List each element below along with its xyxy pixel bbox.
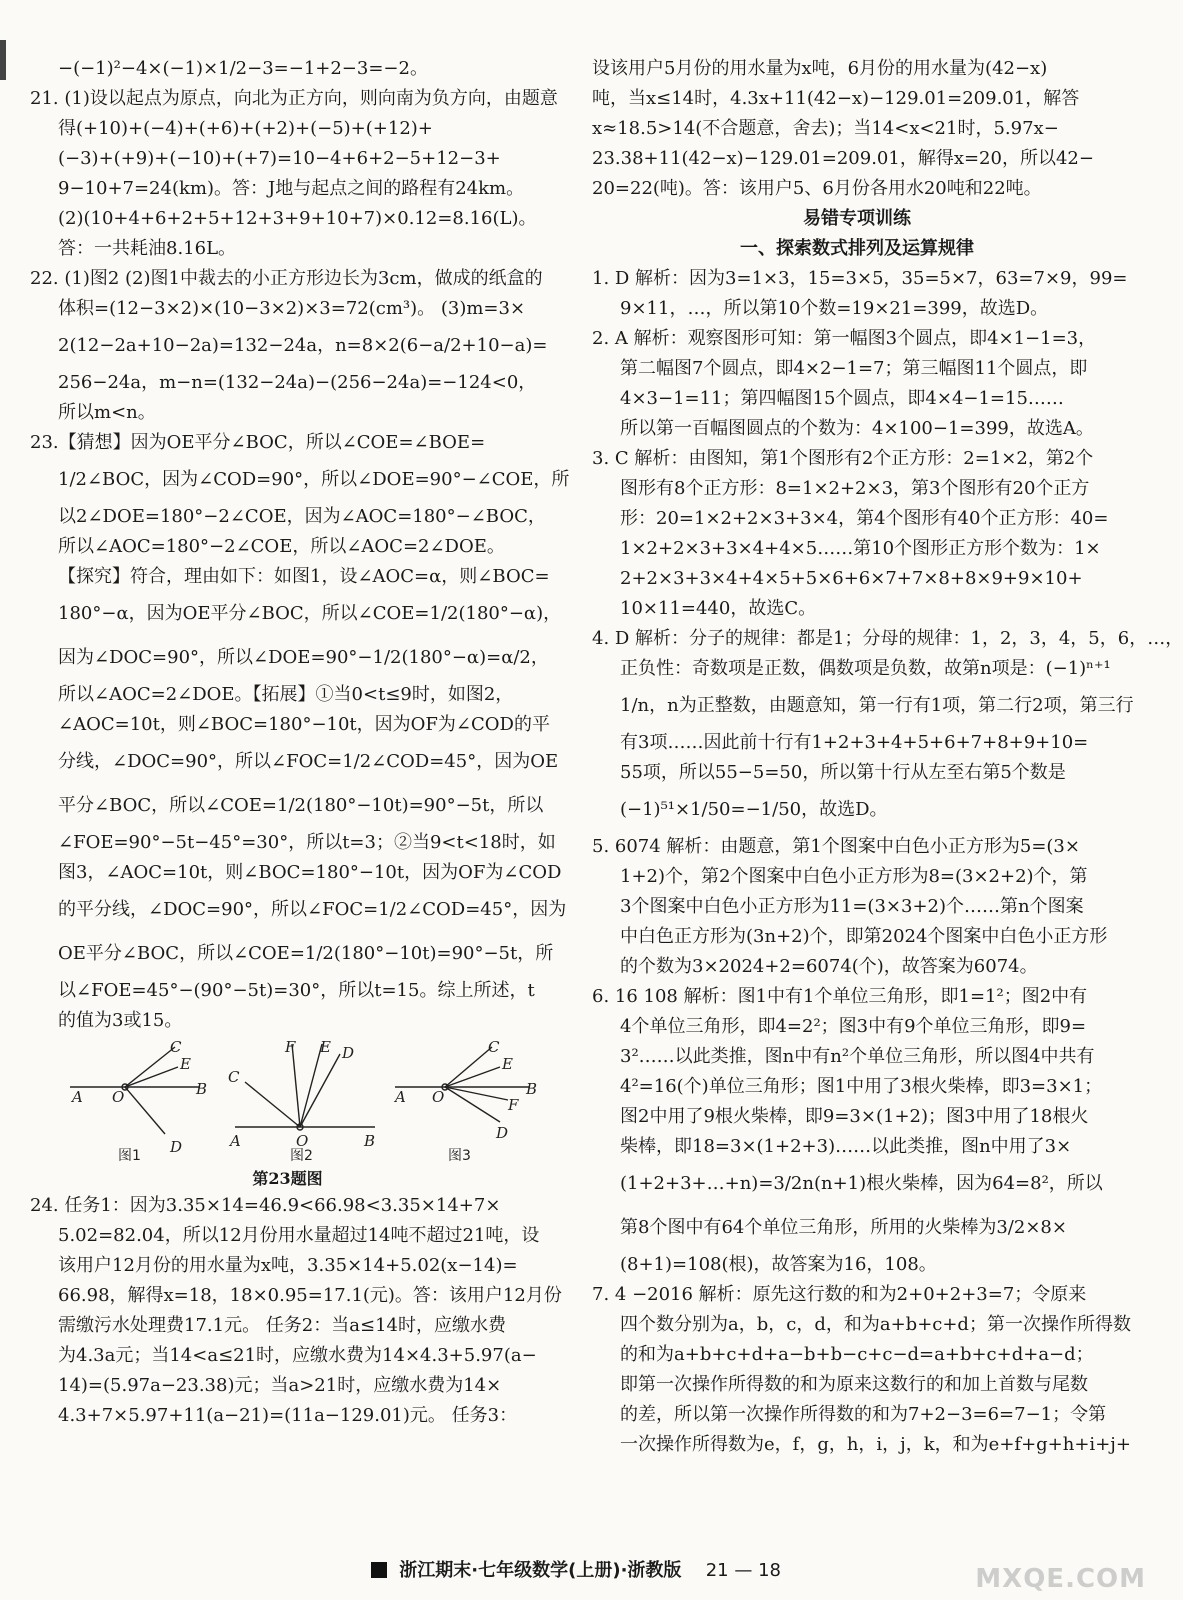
fig2-label-d: D	[342, 1044, 355, 1062]
text-line: 23.【猜想】因为OE平分∠BOC，所以∠COE=∠BOE=	[30, 432, 486, 453]
text-line: 正负性：奇数项是正数，偶数项是负数，故第n项是：(−1)ⁿ⁺¹	[620, 658, 1111, 679]
text-line: 的和为a+b+c+d+a−b+b−c+c−d=a+b+c+d+a−d；	[620, 1344, 1094, 1365]
text-line: 4×3−1=11；第四幅图15个圆点，即4×4−1=15……	[620, 388, 1064, 409]
text-line: 该用户12月份的用水量为x吨，3.35×14+5.02(x−14)=	[58, 1255, 518, 1276]
page-number: 21 — 18	[705, 1560, 781, 1581]
text-line: 图3，∠AOC=10t，则∠BOC=180°−10t，因为OF为∠COD	[58, 862, 562, 883]
page-edge-mark	[0, 40, 6, 80]
text-line: 14)=(5.97a−23.38)元；当a>21时，应缴水费为14×	[58, 1375, 502, 1396]
fig3-label-d: D	[496, 1124, 509, 1142]
text-line: (8+1)=108(根)，故答案为16，108。	[620, 1254, 937, 1275]
text-line: 1/n，n为正整数，由题意知，第一行有1项，第二行2项，第三行	[620, 695, 1134, 716]
text-line: 3. C 解析：由图知，第1个图形有2个正方形：2=1×2，第2个	[592, 448, 1094, 469]
text-line: 答：一共耗油8.16L。	[58, 238, 237, 259]
fig3-label-a: A	[395, 1088, 406, 1106]
text-line: 第8个图中有64个单位三角形，所用的火柴棒为3/2×8×	[620, 1217, 1067, 1238]
fig2-label-a: A	[230, 1132, 241, 1150]
text-line: 有3项……因此前十行有1+2+3+4+5+6+7+8+9+10=	[620, 732, 1089, 753]
text-line: 形：20=1×2+2×3+3×4，第4个图形有40个正方形：40=	[620, 508, 1109, 529]
text-line: 1+2)个，第2个图案中白色小正方形为8=(3×2+2)个，第	[620, 866, 1088, 887]
fig1-label-b: B	[196, 1080, 208, 1098]
fig3-label-c: C	[488, 1038, 500, 1056]
text-line: 柴棒，即18=3×(1+2+3)……以此类推，图n中用了3×	[620, 1136, 1072, 1157]
text-line: 1. D 解析：因为3=1×3，15=3×5，35=5×7，63=7×9，99=	[592, 268, 1128, 289]
text-line: 所以第一百幅图圆点的个数为：4×100−1=399，故选A。	[620, 418, 1094, 439]
text-line: 4个单位三角形，即4=2²；图3中有9个单位三角形，即9=	[620, 1016, 1087, 1037]
text-line: 中白色正方形为(3n+2)个，即第2024个图案中白色小正方形	[620, 926, 1108, 947]
text-line: (−3)+(+9)+(−10)+(+7)=10−4+6+2−5+12−3+	[58, 148, 501, 169]
text-line: 55项，所以55−5=50，所以第十行从左至右第5个数是	[620, 762, 1066, 783]
text-line: 66.98，解得x=18，18×0.95=17.1(元)。答：该用户12月份	[58, 1285, 562, 1306]
text-line: −(−1)²−4×(−1)×1/2−3=−1+2−3=−2。	[58, 58, 428, 79]
fig1-ray-oc	[125, 1047, 175, 1087]
book-icon	[371, 1562, 387, 1578]
text-line: (2)(10+4+6+2+5+12+3+9+10+7)×0.12=8.16(L)。	[58, 208, 537, 229]
text-line: 4²=16(个)单位三角形；图1中用了3根火柴棒，即3=3×1；	[620, 1076, 1103, 1097]
text-line: 的平分线，∠DOC=90°，所以∠FOC=1/2∠COD=45°，因为	[58, 899, 567, 920]
text-line: 9×11，…，所以第10个数=19×21=399，故选D。	[620, 298, 1049, 319]
fig2-caption: 图2	[290, 1148, 313, 1164]
fig2-label-f: F	[285, 1038, 296, 1056]
text-line: 5. 6074 解析：由题意，第1个图案中白色小正方形为5=(3×	[592, 836, 1080, 857]
section-subtitle: 一、探索数式排列及运算规律	[740, 238, 974, 259]
fig3-ray-oc	[445, 1047, 492, 1087]
text-line: 5.02=82.04，所以12月份用水量超过14吨不超过21吨，设	[58, 1225, 540, 1246]
text-line: 180°−α，因为OE平分∠BOC，所以∠COE=1/2(180°−α)，	[58, 603, 562, 624]
text-line: 1/2∠BOC，因为∠COD=90°，所以∠DOE=90°−∠COE，所	[58, 469, 570, 490]
text-line: 所以∠AOC=2∠DOE。【拓展】①当0<t≤9时，如图2，	[58, 684, 514, 705]
text-line: ∠FOE=90°−5t−45°=30°，所以t=3；②当9<t<18时，如	[58, 832, 556, 853]
fig3-ray-oe	[445, 1067, 500, 1087]
text-line: 分线，∠DOC=90°，所以∠FOC=1/2∠COD=45°，因为OE	[58, 751, 559, 772]
text-line: 第二幅图7个圆点，即4×2−1=7；第三幅图11个圆点，即	[620, 358, 1088, 379]
fig3-caption: 图3	[448, 1148, 471, 1164]
text-line: OE平分∠BOC，所以∠COE=1/2(180°−10t)=90°−5t，所	[58, 943, 554, 964]
text-line: 图2中用了9根火柴棒，即9=3×(1+2)；图3中用了18根火	[620, 1106, 1089, 1127]
fig2-label-o: O	[296, 1132, 309, 1150]
fig1-ray-oe	[125, 1067, 178, 1087]
fig1-label-c: C	[170, 1038, 182, 1056]
angle-figures	[30, 1038, 545, 1164]
text-line: 即第一次操作所得数的和为原来这数行的和加上首数与尾数	[620, 1374, 1088, 1395]
text-line: 3²……以此类推，图n中有n²个单位三角形，所以图4中共有	[620, 1046, 1095, 1067]
text-line: 2+2×3+3×4+4×5+5×6+6×7+7×8+8×9+9×10+	[620, 568, 1083, 589]
text-line: 24. 任务1：因为3.35×14=46.9<66.98<3.35×14+7×	[30, 1195, 501, 1216]
text-line: 图形有8个正方形：8=1×2+2×3，第3个图形有20个正方	[620, 478, 1090, 499]
fig1-caption: 图1	[118, 1148, 141, 1164]
fig3-label-b: B	[526, 1080, 538, 1098]
text-line: 2(12−2a+10−2a)=132−24a，n=8×2(6−a/2+10−a)=	[58, 335, 548, 356]
fig1-label-d: D	[170, 1138, 183, 1156]
left-column	[30, 54, 570, 1431]
text-line: 2. A 解析：观察图形可知：第一幅图3个圆点，即4×1−1=3，	[592, 328, 1097, 349]
text-line: 以2∠DOE=180°−2∠COE，因为∠AOC=180°−∠BOC，	[58, 506, 546, 527]
fig2-ray-of	[292, 1044, 300, 1127]
text-line: (−1)⁵¹×1/50=−1/50，故选D。	[620, 799, 888, 820]
text-line: 7. 4 −2016 解析：原先这行数的和为2+0+2+3=7；令原来	[592, 1284, 1087, 1305]
text-line: 的差，所以第一次操作所得数的和为7+2−3=6=7−1；令第	[620, 1404, 1107, 1425]
fig1-label-o: O	[112, 1088, 125, 1106]
fig2-ray-oc	[245, 1082, 300, 1127]
fig2-label-c: C	[228, 1068, 240, 1086]
fig2-label-e: E	[320, 1038, 331, 1056]
text-line: ∠AOC=10t，则∠BOC=180°−10t，因为OF为∠COD的平	[58, 714, 550, 735]
text-line: 得(+10)+(−4)+(+6)+(+2)+(−5)+(+12)+	[58, 118, 433, 139]
fig2-label-b: B	[364, 1132, 376, 1150]
text-line: 4.3+7×5.97+11(a−21)=(11a−129.01)元。 任务3：	[58, 1405, 518, 1426]
figure-caption: 第23题图	[252, 1169, 323, 1188]
text-line: 256−24a，m−n=(132−24a)−(256−24a)=−124<0，	[58, 372, 537, 393]
text-line: 21. (1)设以起点为原点，向北为正方向，则向南为负方向，由题意	[30, 88, 558, 109]
text-line: 6. 16 108 解析：图1中有1个单位三角形，即1=1²；图2中有	[592, 986, 1088, 1007]
text-line: 需缴污水处理费17.1元。 任务2：当a≤14时，应缴水费	[58, 1315, 506, 1336]
text-line: 为4.3a元；当14<a≤21时，应缴水费为14×4.3+5.97(a−	[58, 1345, 537, 1366]
text-line: 【探究】符合，理由如下：如图1，设∠AOC=α，则∠BOC=	[58, 566, 550, 587]
text-line: 9−10+7=24(km)。答：J地与起点之间的路程有24km。	[58, 178, 525, 199]
text-line: 10×11=440，故选C。	[620, 598, 817, 619]
text-line: 因为∠DOC=90°，所以∠DOE=90°−1/2(180°−α)=α/2，	[58, 647, 549, 668]
text-line: 的值为3或15。	[58, 1010, 183, 1031]
text-line: 的个数为3×2024+2=6074(个)，故答案为6074。	[620, 956, 1038, 977]
text-line: 平分∠BOC，所以∠COE=1/2(180°−10t)=90°−5t，所以	[58, 795, 544, 816]
text-line: (1+2+3+…+n)=3/2n(n+1)根火柴棒，因为64=8²，所以	[620, 1173, 1103, 1194]
text-line: 所以m<n。	[58, 402, 156, 423]
fig2-ray-od	[300, 1054, 340, 1127]
fig3-label-o: O	[432, 1088, 445, 1106]
fig1-label-a: A	[72, 1088, 83, 1106]
text-line: 23.38+11(42−x)−129.01=209.01，解得x=20，所以42−	[592, 148, 1094, 169]
watermark: MXQE.COM	[975, 1564, 1146, 1594]
text-line: 4. D 解析：分子的规律：都是1；分母的规律：1，2，3，4，5，6，…，	[592, 628, 1183, 649]
footer-title: 浙江期末·七年级数学(上册)·浙教版	[399, 1560, 682, 1581]
text-line: 20=22(吨)。答：该用户5、6月份各用水20吨和22吨。	[592, 178, 1042, 199]
text-line: 3个图案中白色小正方形为11=(3×3+2)个……第n个图案	[620, 896, 1084, 917]
text-line: 22. (1)图2 (2)图1中裁去的小正方形边长为3cm，做成的纸盒的	[30, 268, 543, 289]
fig1-ray-od	[125, 1087, 165, 1134]
text-line: x≈18.5>14(不合题意，舍去)；当14<x<21时，5.97x−	[592, 118, 1059, 139]
text-line: 吨，当x≤14时，4.3x+11(42−x)−129.01=209.01，解答	[592, 88, 1080, 109]
section-title: 易错专项训练	[803, 208, 911, 229]
fig2-ray-oe	[300, 1044, 322, 1127]
text-line: 体积=(12−3×2)×(10−3×2)×3=72(cm³)。 (3)m=3×	[58, 298, 526, 319]
figure-23	[30, 1038, 545, 1164]
text-line: 一次操作所得数为e，f，g，h，i，j，k，和为e+f+g+h+i+j+	[620, 1434, 1131, 1455]
fig1-label-e: E	[180, 1055, 191, 1073]
text-line: 所以∠AOC=180°−2∠COE，所以∠AOC=2∠DOE。	[58, 536, 505, 557]
right-column	[592, 54, 1183, 1460]
text-line: 以∠FOE=45°−(90°−5t)=30°，所以t=15。综上所述，t	[58, 980, 535, 1001]
fig3-label-f: F	[508, 1096, 519, 1114]
text-line: 四个数分别为a，b，c，d，和为a+b+c+d；第一次操作所得数	[620, 1314, 1131, 1335]
fig3-label-e: E	[502, 1055, 513, 1073]
text-line: 设该用户5月份的用水量为x吨，6月份的用水量为(42−x)	[592, 58, 1048, 79]
text-line: 1×2+2×3+3×4+4×5……第10个图形正方形个数为：1×	[620, 538, 1101, 559]
